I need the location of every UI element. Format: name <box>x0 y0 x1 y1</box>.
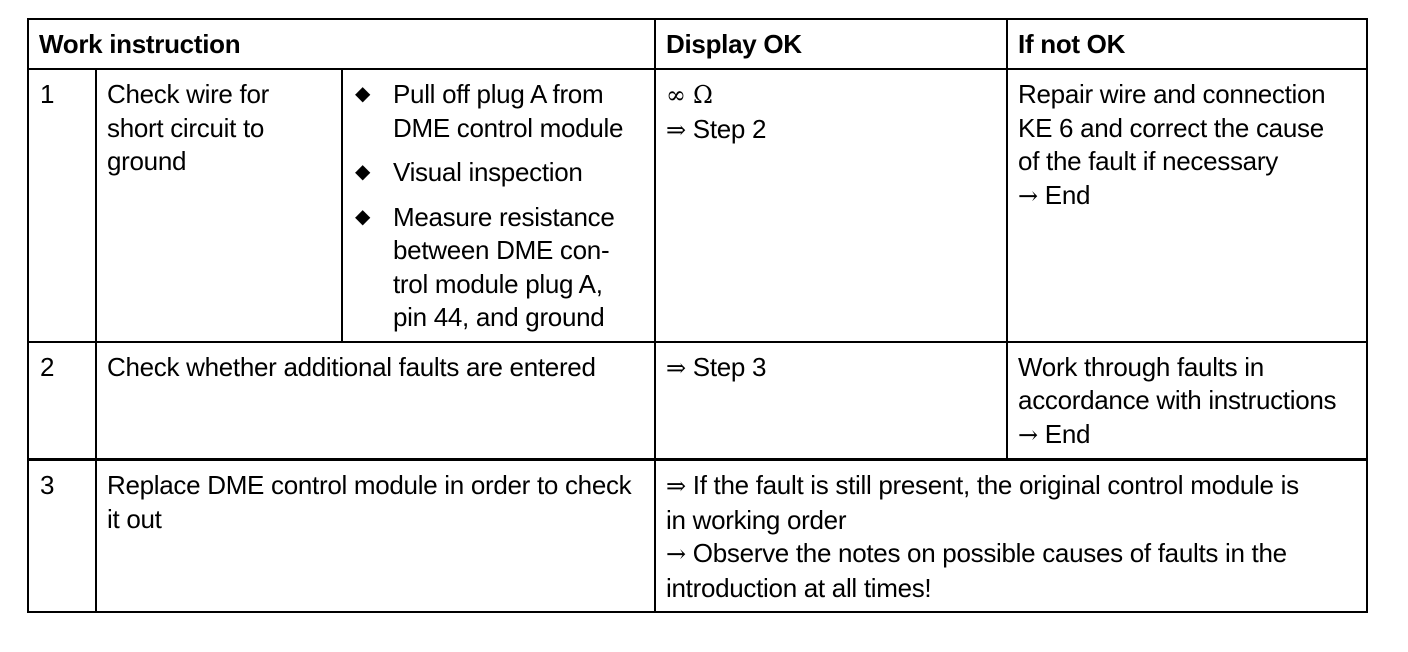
procedure-line: Measure resistance <box>393 201 615 232</box>
table-row-step-1 <box>28 69 1367 342</box>
step-number: 3 <box>28 460 96 613</box>
not-ok-text: End <box>1044 179 1091 210</box>
diamond-bullet-icon: ◆ <box>355 83 371 105</box>
double-arrow-icon: ⇒ <box>666 115 686 144</box>
not-ok-line: of the fault if necessary <box>1018 146 1278 176</box>
not-ok-line <box>1018 179 1356 214</box>
procedure-item <box>353 201 644 335</box>
instruction-cell: Check whether additional faults are entered <box>96 342 655 460</box>
header-work-instruction: Work instruction <box>28 19 655 69</box>
check-line: short circuit to <box>107 112 265 143</box>
instruction-line: it out <box>107 503 162 534</box>
step-number: 2 <box>28 342 96 460</box>
procedure-list <box>353 78 644 335</box>
procedure-item <box>353 78 644 145</box>
not-ok-line: Repair wire and connection <box>1018 79 1326 109</box>
not-ok-text: End <box>1044 418 1091 449</box>
result-line: in working order <box>666 504 847 535</box>
not-ok-line <box>1018 418 1356 453</box>
not-ok-line: Work through faults in <box>1018 351 1264 382</box>
display-line <box>666 78 996 113</box>
check-line: ground <box>107 146 187 176</box>
procedure-line: Visual inspection <box>393 157 583 187</box>
display-text: Step 2 <box>692 113 767 144</box>
double-arrow-icon: ⇒ <box>666 353 686 382</box>
result-line: introduction at all times! <box>666 572 932 603</box>
diamond-bullet-icon: ◆ <box>355 205 371 228</box>
if-not-ok-cell <box>1007 69 1367 342</box>
display-ok-cell <box>655 69 1007 342</box>
display-text: Step 3 <box>692 351 767 382</box>
procedure-line: between DME con- <box>393 235 610 265</box>
display-ok-cell <box>655 342 1007 460</box>
header-if-not-ok: If not OK <box>1007 19 1367 69</box>
arrow-right-icon: → <box>1018 420 1038 449</box>
table-header-row <box>28 19 1367 69</box>
not-ok-line: KE 6 and correct the cause <box>1018 112 1324 143</box>
work-instruction-table <box>27 18 1368 613</box>
infinity-ohm-symbol: ∞ Ω <box>666 81 713 109</box>
procedure-line: DME control module <box>393 112 624 143</box>
procedure-line: Pull off plug A from <box>393 79 604 109</box>
display-line <box>666 113 996 148</box>
not-ok-line: accordance with instructions <box>1018 385 1337 415</box>
instruction-cell <box>96 460 655 613</box>
table-row-step-2 <box>28 342 1367 460</box>
instruction-line: Replace DME control module in order to check <box>107 470 632 500</box>
step-number: 1 <box>28 69 96 342</box>
result-text: If the fault is still present, the original control module is <box>692 470 1299 500</box>
result-cell <box>655 460 1367 613</box>
result-line <box>666 469 1356 504</box>
double-arrow-icon: ⇒ <box>666 472 686 500</box>
check-description <box>96 69 342 342</box>
diamond-bullet-icon: ◆ <box>355 161 371 183</box>
arrow-right-icon: → <box>666 540 686 568</box>
check-line: Check wire for <box>107 79 269 109</box>
result-line <box>666 537 1356 572</box>
procedure-line: pin 44, and ground <box>393 302 605 332</box>
arrow-right-icon: → <box>1018 181 1038 210</box>
table-row-step-3 <box>28 460 1367 613</box>
procedure-steps <box>342 69 655 342</box>
procedure-item <box>353 156 644 190</box>
if-not-ok-cell <box>1007 342 1367 460</box>
result-text: Observe the notes on possible causes of faults in the <box>692 538 1287 568</box>
display-line <box>666 351 996 386</box>
header-display-ok: Display OK <box>655 19 1007 69</box>
procedure-line: trol module plug A, <box>393 268 603 299</box>
